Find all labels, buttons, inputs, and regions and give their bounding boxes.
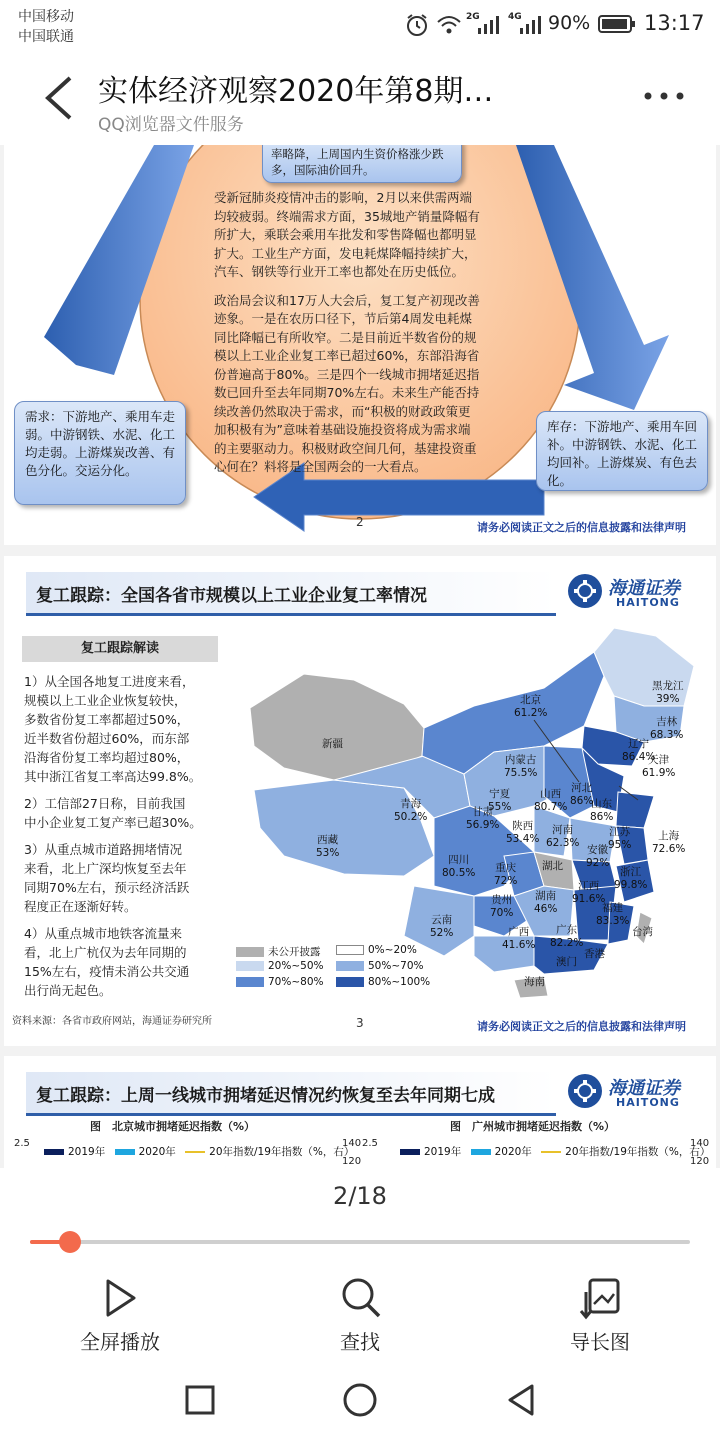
haitong-logo: 海通证券 HAITONG <box>564 1070 694 1114</box>
map-label-shaanxi: 陕西 53.4% <box>506 820 540 845</box>
document-title: 实体经济观察2020年第8期… <box>98 74 494 109</box>
map-label-sichuan: 四川 80.5% <box>442 854 476 879</box>
clock: 13:17 <box>644 11 705 35</box>
legend-swatch-2019 <box>44 1149 64 1155</box>
map-label-heilongjiang: 黑龙江 39% <box>652 680 684 705</box>
legend-swatch-2020 <box>471 1149 491 1155</box>
fullscreen-button[interactable]: 全屏播放 <box>60 1274 180 1354</box>
legend-swatch <box>236 947 264 957</box>
map-label-jiangxi: 江西 91.6% <box>572 880 606 905</box>
chart-title-beijing: 图 北京城市拥堵延迟指数（%） <box>90 1120 256 1133</box>
source-note: 资料来源：各省市政府网站，海通证券研究所 <box>12 1016 212 1027</box>
page-number: 3 <box>356 1016 364 1030</box>
y-tick-left: 2.5 <box>14 1138 30 1149</box>
signal-icon-2 <box>518 14 544 36</box>
slide-page-3 <box>4 556 716 1046</box>
legend-item-50-70: 50%~70% <box>336 960 423 972</box>
legend-item-20-50: 20%~50% <box>236 960 323 972</box>
map-label-jilin: 吉林 68.3% <box>650 716 684 741</box>
carrier-2: 中国联通 <box>18 29 74 45</box>
legend-item-undisclosed: 未公开披露 <box>236 944 321 959</box>
chart-title-guangzhou: 图 广州城市拥堵延迟指数（%） <box>450 1120 616 1133</box>
map-label-guizhou: 贵州 70% <box>490 894 514 919</box>
long-image-icon <box>578 1276 622 1322</box>
home-icon[interactable] <box>342 1382 378 1418</box>
map-label-hebei: 河北 86% <box>570 782 594 807</box>
disclaimer: 请务必阅读正文之后的信息披露和法律声明 <box>477 521 686 534</box>
region-xizang <box>254 780 434 876</box>
legend-swatch-ratio <box>185 1151 205 1153</box>
map-label-shanghai: 上海 72.6% <box>652 830 686 855</box>
map-label-neimenggu: 内蒙古 75.5% <box>504 754 538 779</box>
legend-swatch-2020 <box>115 1149 135 1155</box>
map-label-xinjiang: 新疆 <box>322 738 343 750</box>
progress-track[interactable] <box>30 1240 690 1244</box>
back-triangle-icon[interactable] <box>504 1382 538 1418</box>
haitong-logo: 海通证券 HAITONG <box>564 570 694 614</box>
y-tick-right-b: 140 <box>690 1138 710 1149</box>
demand-box: 需求：下游地产、乘用车走弱。中游钢铁、水泥、化工均走弱。上游煤炭改善、有色分化。交运分化。 <box>14 401 186 505</box>
chart1-legend: 2019年 2020年 20年指数/19年指数（%，右） <box>44 1144 354 1159</box>
map-label-tianjin: 天津 61.9% <box>642 754 676 779</box>
export-long-image-button[interactable]: 导长图 <box>540 1274 660 1354</box>
map-label-hubei: 湖北 <box>542 860 563 872</box>
haitong-emblem-icon <box>566 1072 604 1110</box>
map-label-zhejiang: 浙江 99.8% <box>614 866 648 891</box>
legend-swatch-ratio <box>541 1151 561 1153</box>
map-label-henan: 河南 62.3% <box>546 824 580 849</box>
top-bubble: 率略降，上周国内生资价格涨少跌多，国际油价回升。 <box>262 145 462 183</box>
y-tick-right-2: 120 <box>342 1156 362 1167</box>
map-label-shanxi: 山西 80.7% <box>534 788 568 813</box>
y-tick-left-2: 2.5 <box>362 1138 378 1149</box>
legend-swatch-2019 <box>400 1149 420 1155</box>
inventory-box: 库存：下游地产、乘用车回补。中游钢铁、水泥、化工均回补。上游煤炭、有色去化。 <box>536 411 708 491</box>
progress-thumb[interactable] <box>59 1231 81 1253</box>
status-bar <box>0 0 720 50</box>
wifi-icon <box>436 14 462 36</box>
recent-apps-icon[interactable] <box>184 1384 216 1416</box>
document-source: QQ浏览器文件服务 <box>98 115 244 135</box>
slide-page-4 <box>4 1056 716 1168</box>
map-label-taiwan: 台湾 <box>632 926 653 938</box>
map-label-xizang: 西藏 53% <box>316 834 340 859</box>
find-button[interactable]: 查找 <box>300 1274 420 1354</box>
map-label-qinghai: 青海 50.2% <box>394 798 428 823</box>
legend-item-70-80: 70%~80% <box>236 976 323 988</box>
play-icon <box>102 1278 138 1318</box>
slide-title-bar <box>26 1072 556 1116</box>
map-label-guangdong: 广东 82.2% <box>550 924 584 949</box>
slide-title: 复工跟踪：上周一线城市拥堵延迟情况约恢复至去年同期七成 <box>36 1086 495 1106</box>
map-label-fujian: 福建 83.3% <box>596 902 630 927</box>
map-label-hainan: 海南 <box>524 976 545 988</box>
map-label-macau: 澳门 <box>556 956 577 968</box>
map-label-chongqing: 重庆 72% <box>494 862 518 887</box>
legend-swatch <box>236 961 264 971</box>
interpretation-title: 复工跟踪解读 <box>22 636 218 662</box>
legend-swatch <box>236 977 264 987</box>
map-label-yunnan: 云南 52% <box>430 914 454 939</box>
legend-swatch <box>336 945 364 955</box>
disclaimer: 请务必阅读正文之后的信息披露和法律声明 <box>477 1020 686 1033</box>
signal-label-2: 4G <box>508 12 522 22</box>
slide-title: 复工跟踪：全国各省市规模以上工业企业复工率情况 <box>36 586 427 606</box>
alarm-icon <box>404 12 430 38</box>
page-number: 2 <box>356 515 364 529</box>
map-label-beijing: 北京 61.2% <box>514 694 548 719</box>
summary-text: 受新冠肺炎疫情冲击的影响，2月以来供需两端 均较疲弱。终端需求方面，35城地产销量降幅有 所扩大，乘联会乘用车批发和零售降幅也都明显 扩大。工业生产方面，发电耗煤降幅持续扩大， 汽车、钢铁等行业开工率也都处在历史低位。 政治局会议和17万人大会后，复工复产初现改善 迹象。一是在农历口径下，节后第4周发电耗煤 同比降幅已有所收窄。二是目前近半数省份的规 模以上工业企业复工率已超过60%，东部沿海省 份普遍高于80%。三是四个一线城市拥堵延迟指 数已回升至去年同期70%左右。未来生产能否持 续改善仍然取决于需求，而“积极的财政政策更 加积极有为”意味着基础设施投资将成为需求端 的主要驱动力。积极财政空间几何，基建投资重 心何在？料将是全国两会的一大看点。 <box>214 190 480 474</box>
map-label-ningxia: 宁夏 55% <box>488 788 512 813</box>
interpretation-points: 1）从全国各地复工进度来看， 规模以上工业企业恢复较快， 多数省份复工率都超过50%， 近半数省份超过60%，而东部 沿海省份复工率均超过80%， 其中浙江省复工率高达99.8%。 2）工信部27日称，目前我国 中小企业复工复产率已超30%。 3）从重点城市道路拥堵情况 来看，北上广深均恢复至去年 同期70%左右，预示经济活跃 程度正在逐渐好转。 4）从重点城市地铁客流量来 看，北上广杭仅为去年同期的 15%左右，疫情未消公共交通 出行尚无起色。 <box>24 674 202 998</box>
system-navigation-bar <box>0 1360 720 1440</box>
map-label-hongkong: 香港 <box>584 948 605 960</box>
search-icon <box>340 1276 382 1320</box>
map-label-jiangsu: 江苏 95% <box>608 826 632 851</box>
map-label-gansu: 甘肃 56.9% <box>466 806 500 831</box>
page-indicator: 2/18 <box>333 1182 387 1210</box>
y-tick-right-2b: 120 <box>690 1156 710 1167</box>
legend-swatch <box>336 977 364 987</box>
map-label-guangxi: 广西 41.6% <box>502 926 536 951</box>
y-tick-right: 140 <box>342 1138 362 1149</box>
signal-icon-1 <box>476 14 502 36</box>
chart2-legend: 2019年 2020年 20年指数/19年指数（%，右） <box>400 1144 710 1159</box>
battery-percent: 90% <box>548 12 591 34</box>
legend-item-0-20: 0%~20% <box>336 944 417 956</box>
battery-icon <box>598 14 636 34</box>
back-arrow-icon[interactable] <box>38 74 78 122</box>
map-label-anhui: 安徽 92% <box>586 844 610 869</box>
carrier-1: 中国移动 <box>18 9 74 25</box>
slide-page-2 <box>4 145 716 545</box>
legend-item-80-100: 80%~100% <box>336 976 430 988</box>
map-label-liaoning: 辽宁 86.4% <box>622 738 656 763</box>
signal-label-1: 2G <box>466 12 480 22</box>
more-icon[interactable] <box>640 88 690 104</box>
map-label-hunan: 湖南 46% <box>534 890 558 915</box>
map-label-shandong: 山东 86% <box>590 798 614 823</box>
legend-swatch <box>336 961 364 971</box>
